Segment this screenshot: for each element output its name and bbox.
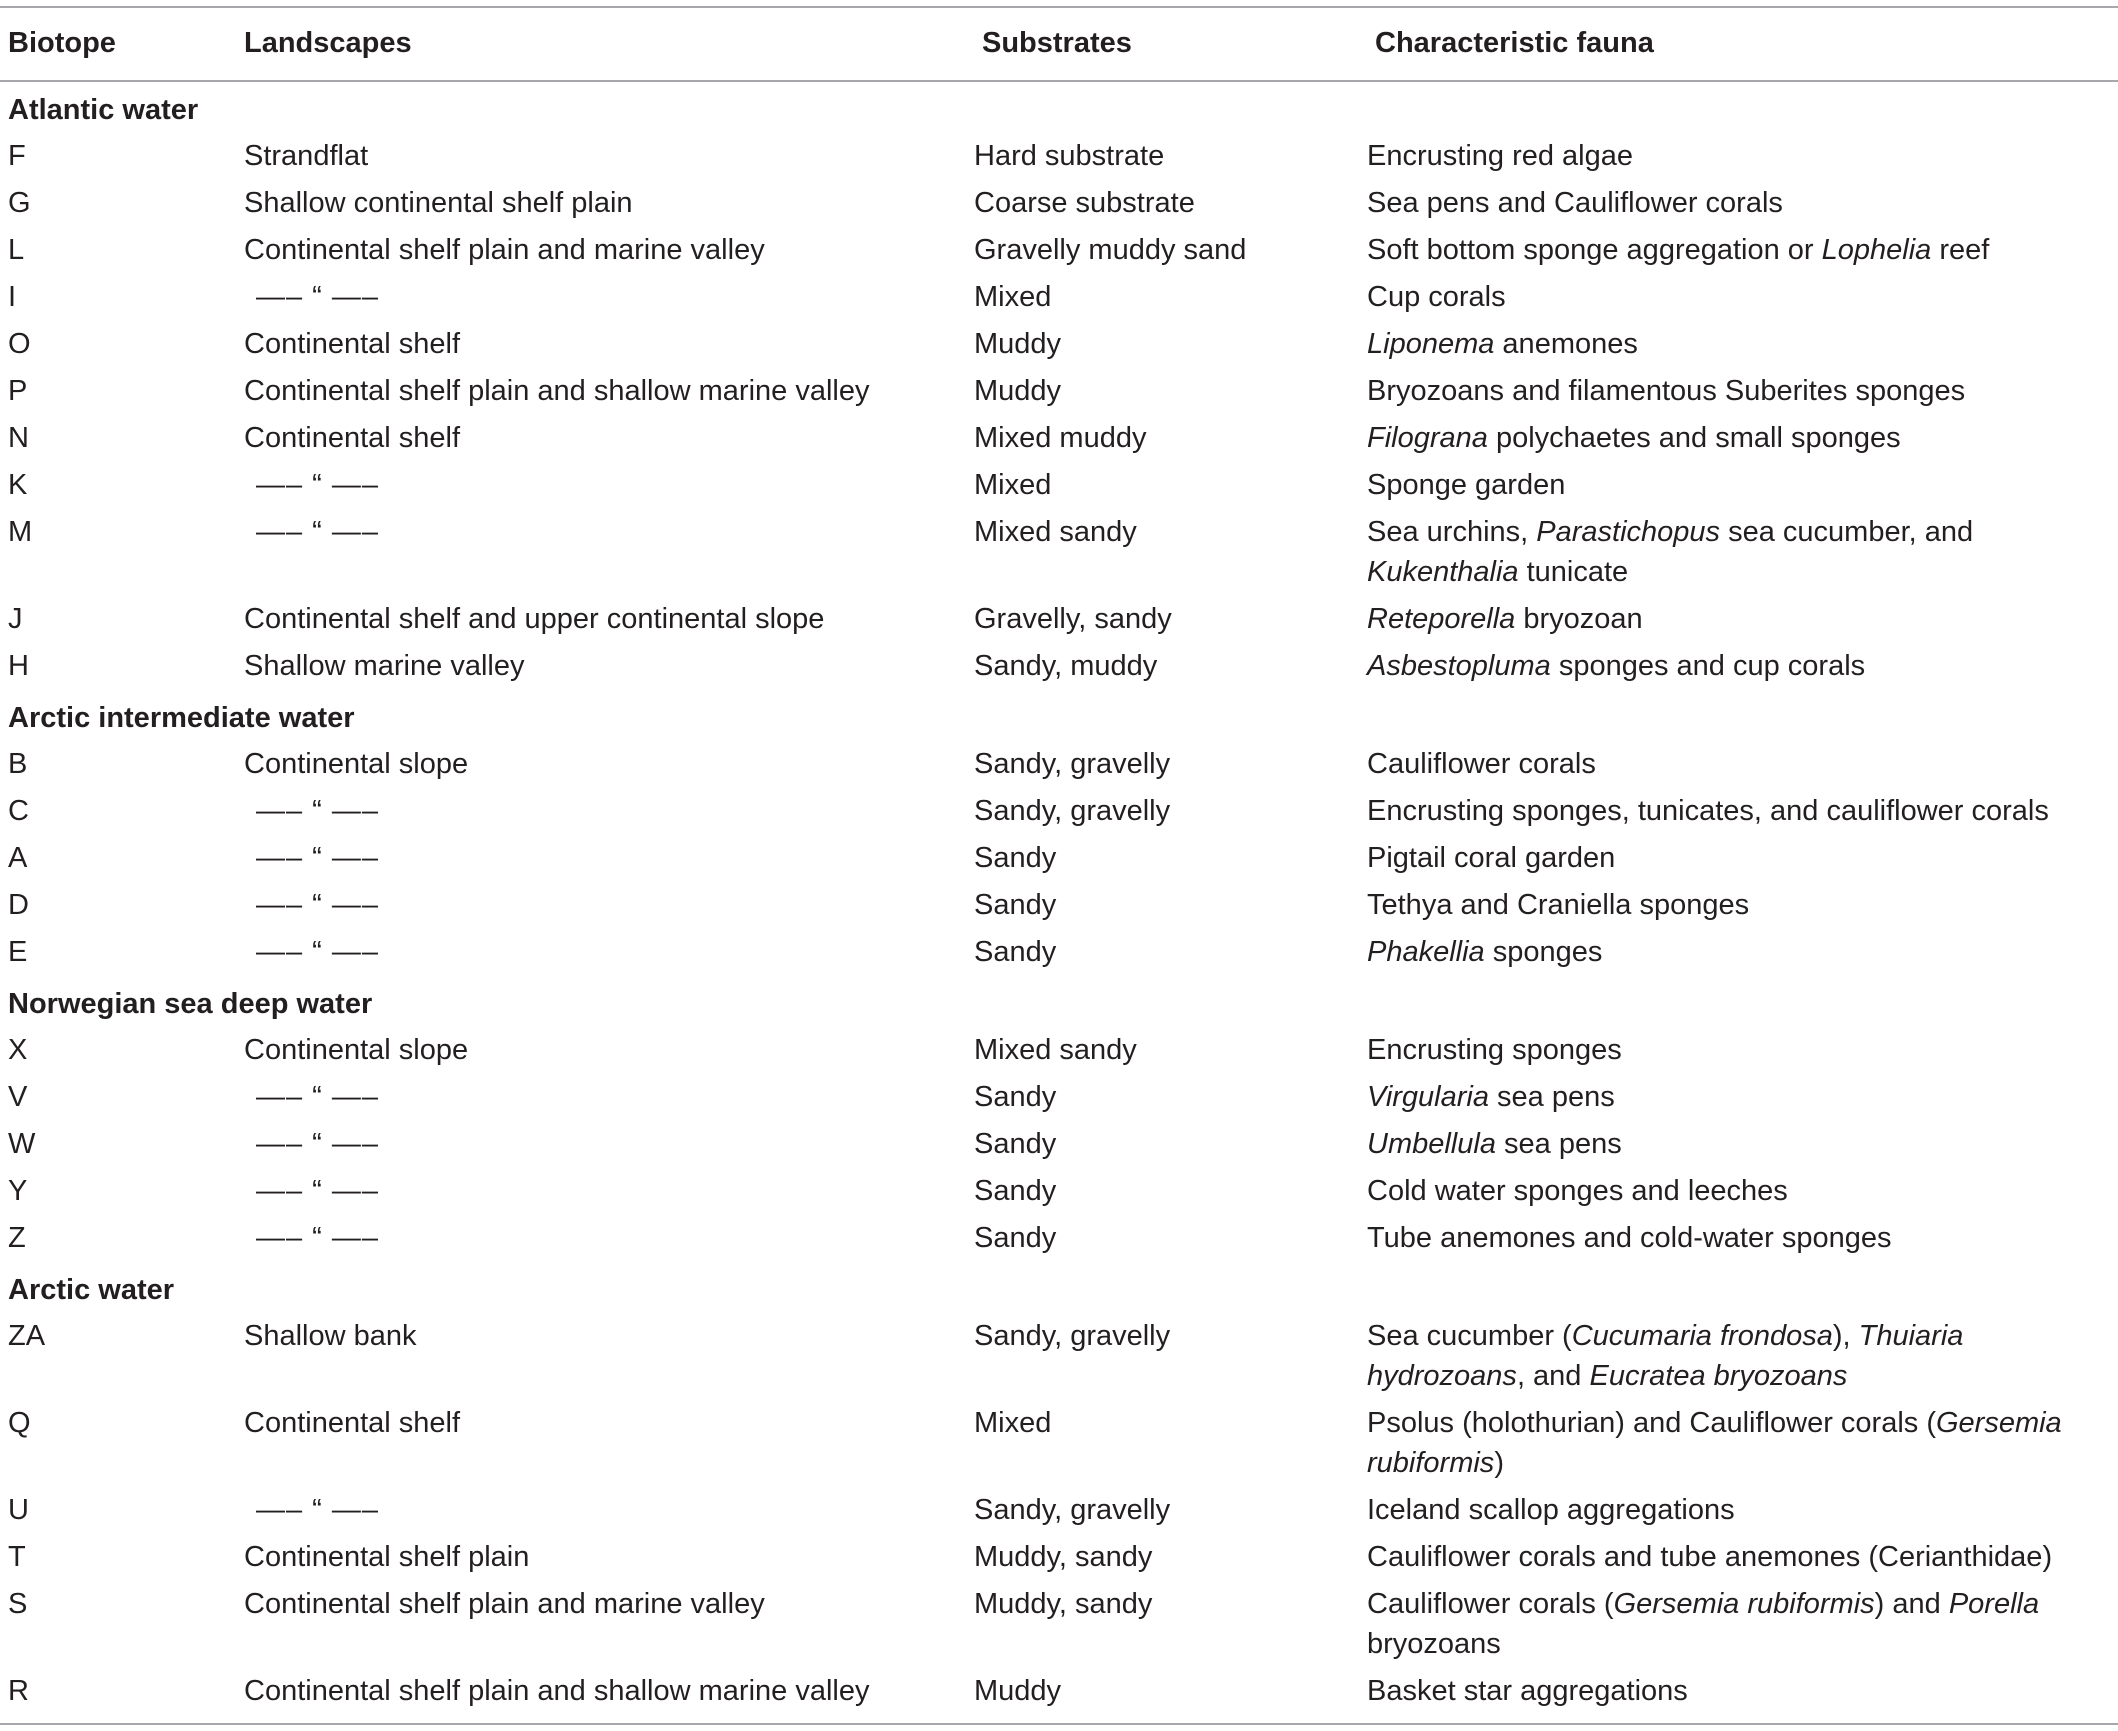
- table-row: [0, 835, 2118, 882]
- landscape-text: Continental shelf plain and shallow marine valley: [244, 375, 870, 407]
- table-row: [0, 596, 2118, 643]
- fauna-text: Soft bottom sponge aggregation or: [1367, 234, 1822, 266]
- cell-characteristic-fauna: [1367, 180, 2118, 227]
- cell-biotope: E: [8, 936, 28, 968]
- cell-substrate: Gravelly, sandy: [974, 603, 1172, 635]
- landscape-text: Continental shelf: [244, 328, 461, 360]
- group-header-row: [0, 81, 2118, 133]
- cell-characteristic-fauna: [1367, 929, 2118, 976]
- fauna-text: bryozoans: [1367, 1628, 1501, 1660]
- fauna-text: reef: [1931, 234, 1990, 266]
- ditto-mark: —– “ —–: [256, 281, 380, 313]
- biotope-table: [0, 6, 2118, 1725]
- cell-biotope: T: [8, 1541, 26, 1573]
- cell-characteristic-fauna: [1367, 1668, 2118, 1724]
- taxon-name-italic: Virgularia: [1367, 1081, 1489, 1113]
- taxon-name-italic: Eucratea bryozoans: [1589, 1360, 1848, 1392]
- cell-landscape: [244, 1215, 974, 1262]
- group-title: Norwegian sea deep water: [8, 988, 373, 1020]
- cell-biotope: D: [8, 889, 29, 921]
- cell-biotope: ZA: [8, 1320, 46, 1352]
- taxon-name-italic: Gersemia rubiformis: [1613, 1588, 1875, 1620]
- cell-landscape: [244, 509, 974, 596]
- table-row: [0, 1027, 2118, 1074]
- cell-landscape: [244, 1121, 974, 1168]
- landscape-text: Shallow bank: [244, 1320, 417, 1352]
- table-row: [0, 180, 2118, 227]
- table-row: [0, 1534, 2118, 1581]
- cell-characteristic-fauna: [1367, 462, 2118, 509]
- fauna-text: Cauliflower corals (: [1367, 1588, 1614, 1620]
- fauna-text: Tethya and Craniella sponges: [1367, 889, 1750, 921]
- fauna-text: sea pens: [1488, 1081, 1615, 1113]
- group-title: Arctic water: [8, 1274, 175, 1306]
- group-header-row: [0, 690, 2118, 741]
- table-row: [0, 1215, 2118, 1262]
- cell-biotope: N: [8, 422, 29, 454]
- cell-biotope: L: [8, 234, 25, 266]
- table-row: [0, 1581, 2118, 1668]
- cell-landscape: [244, 180, 974, 227]
- cell-biotope: I: [8, 281, 17, 313]
- cell-characteristic-fauna: [1367, 1400, 2118, 1487]
- table-row: [0, 929, 2118, 976]
- fauna-text: sea pens: [1495, 1128, 1622, 1160]
- cell-biotope: M: [8, 516, 33, 548]
- landscape-text: Continental shelf plain and marine valley: [244, 1588, 765, 1620]
- taxon-name-italic: Kukenthalia: [1367, 556, 1519, 588]
- cell-characteristic-fauna: [1367, 274, 2118, 321]
- group-header-row: [0, 976, 2118, 1027]
- table-row: [0, 1074, 2118, 1121]
- fauna-text: sponges: [1484, 936, 1603, 968]
- cell-substrate: Muddy, sandy: [974, 1588, 1153, 1620]
- table-row: [0, 133, 2118, 180]
- group-title: Atlantic water: [8, 94, 199, 126]
- cell-substrate: Mixed: [974, 281, 1052, 313]
- cell-characteristic-fauna: [1367, 1074, 2118, 1121]
- cell-biotope: Z: [8, 1222, 26, 1254]
- cell-substrate: Sandy, gravelly: [974, 1320, 1171, 1352]
- cell-substrate: Sandy, gravelly: [974, 748, 1171, 780]
- fauna-text: polychaetes and small sponges: [1487, 422, 1901, 454]
- landscape-text: Continental shelf: [244, 1407, 461, 1439]
- ditto-mark: —– “ —–: [256, 1494, 380, 1526]
- fauna-text: Cauliflower corals and tube anemones (Cerianthidae): [1367, 1541, 2053, 1573]
- cell-biotope: A: [8, 842, 28, 874]
- cell-characteristic-fauna: [1367, 321, 2118, 368]
- cell-landscape: [244, 596, 974, 643]
- fauna-text: Sea cucumber (: [1367, 1320, 1572, 1352]
- cell-characteristic-fauna: [1367, 227, 2118, 274]
- table-row: [0, 1168, 2118, 1215]
- fauna-text: Encrusting sponges, tunicates, and cauliflower corals: [1367, 795, 2049, 827]
- fauna-text: bryozoan: [1515, 603, 1643, 635]
- header-row: [0, 7, 2118, 81]
- ditto-mark: —– “ —–: [256, 795, 380, 827]
- landscape-text: Continental shelf plain and shallow marine valley: [244, 1675, 870, 1707]
- cell-substrate: Sandy: [974, 1175, 1057, 1207]
- cell-characteristic-fauna: [1367, 1215, 2118, 1262]
- cell-biotope: F: [8, 140, 26, 172]
- taxon-name-italic: Asbestopluma: [1367, 650, 1551, 682]
- fauna-text: Bryozoans and filamentous Suberites sponges: [1367, 375, 1966, 407]
- cell-biotope: S: [8, 1588, 28, 1620]
- table-row: [0, 321, 2118, 368]
- cell-substrate: Hard substrate: [974, 140, 1165, 172]
- cell-biotope: W: [8, 1128, 36, 1160]
- fauna-text: Sea pens and Cauliflower corals: [1367, 187, 1783, 219]
- cell-characteristic-fauna: [1367, 1027, 2118, 1074]
- taxon-name-italic: Cucumaria frondosa: [1571, 1320, 1833, 1352]
- fauna-text: ) and: [1874, 1588, 1949, 1620]
- cell-biotope: C: [8, 795, 29, 827]
- fauna-text: ): [1494, 1447, 1504, 1479]
- ditto-mark: —– “ —–: [256, 469, 380, 501]
- cell-landscape: [244, 835, 974, 882]
- cell-landscape: [244, 227, 974, 274]
- cell-substrate: Muddy: [974, 328, 1062, 360]
- table-row: [0, 227, 2118, 274]
- cell-biotope: B: [8, 748, 28, 780]
- ditto-mark: —– “ —–: [256, 889, 380, 921]
- cell-characteristic-fauna: [1367, 882, 2118, 929]
- table-row: [0, 882, 2118, 929]
- fauna-text: Tube anemones and cold-water sponges: [1367, 1222, 1892, 1254]
- fauna-text: tunicate: [1518, 556, 1629, 588]
- landscape-text: Continental slope: [244, 1034, 469, 1066]
- taxon-name-italic: Liponema: [1367, 328, 1495, 360]
- fauna-text: Pigtail coral garden: [1367, 842, 1616, 874]
- fauna-text: Basket star aggregations: [1367, 1675, 1688, 1707]
- cell-biotope: R: [8, 1675, 29, 1707]
- cell-landscape: [244, 788, 974, 835]
- table-row: [0, 368, 2118, 415]
- cell-substrate: Sandy: [974, 1222, 1057, 1254]
- cell-characteristic-fauna: [1367, 1487, 2118, 1534]
- cell-landscape: [244, 643, 974, 690]
- group-header-row: [0, 1262, 2118, 1313]
- cell-characteristic-fauna: [1367, 741, 2118, 788]
- table-row: [0, 1121, 2118, 1168]
- cell-landscape: [244, 133, 974, 180]
- taxon-name-italic: Filograna: [1367, 422, 1488, 454]
- taxon-name-italic: Lophelia: [1821, 234, 1932, 266]
- table-row: [0, 1668, 2118, 1724]
- table-row: [0, 1400, 2118, 1487]
- cell-substrate: Coarse substrate: [974, 187, 1195, 219]
- table-row: [0, 462, 2118, 509]
- cell-biotope: P: [8, 375, 28, 407]
- taxon-name-italic: Gersemia rubiformis: [1367, 1407, 2062, 1479]
- cell-landscape: [244, 1027, 974, 1074]
- ditto-mark: —– “ —–: [256, 1128, 380, 1160]
- ditto-mark: —– “ —–: [256, 936, 380, 968]
- cell-substrate: Sandy: [974, 889, 1057, 921]
- ditto-mark: —– “ —–: [256, 842, 380, 874]
- cell-landscape: [244, 741, 974, 788]
- cell-substrate: Mixed: [974, 469, 1052, 501]
- taxon-name-italic: Parastichopus: [1536, 516, 1721, 548]
- landscape-text: Continental shelf: [244, 422, 461, 454]
- table-row: [0, 741, 2118, 788]
- cell-characteristic-fauna: [1367, 415, 2118, 462]
- cell-substrate: Sandy, gravelly: [974, 795, 1171, 827]
- cell-landscape: [244, 1487, 974, 1534]
- header-substrates: Substrates: [982, 27, 1132, 59]
- cell-biotope: O: [8, 328, 31, 360]
- cell-substrate: Gravelly muddy sand: [974, 234, 1247, 266]
- cell-substrate: Mixed sandy: [974, 516, 1137, 548]
- table-row: [0, 415, 2118, 462]
- cell-substrate: Mixed: [974, 1407, 1052, 1439]
- ditto-mark: —– “ —–: [256, 516, 380, 548]
- fauna-text: Encrusting red algae: [1367, 140, 1633, 172]
- fauna-text: ),: [1832, 1320, 1859, 1352]
- cell-characteristic-fauna: [1367, 1121, 2118, 1168]
- cell-characteristic-fauna: [1367, 1534, 2118, 1581]
- cell-substrate: Muddy: [974, 1675, 1062, 1707]
- cell-biotope: Q: [8, 1407, 31, 1439]
- cell-characteristic-fauna: [1367, 835, 2118, 882]
- cell-landscape: [244, 321, 974, 368]
- cell-biotope: V: [8, 1081, 28, 1113]
- table-row: [0, 788, 2118, 835]
- fauna-text: Sea urchins,: [1367, 516, 1537, 548]
- taxon-name-italic: Umbellula: [1367, 1128, 1496, 1160]
- cell-biotope: K: [8, 469, 28, 501]
- cell-biotope: J: [8, 603, 23, 635]
- ditto-mark: —– “ —–: [256, 1081, 380, 1113]
- cell-biotope: X: [8, 1034, 28, 1066]
- cell-landscape: [244, 1168, 974, 1215]
- cell-landscape: [244, 415, 974, 462]
- cell-landscape: [244, 368, 974, 415]
- landscape-text: Strandflat: [244, 140, 369, 172]
- fauna-text: Iceland scallop aggregations: [1367, 1494, 1735, 1526]
- cell-landscape: [244, 1400, 974, 1487]
- fauna-text: Cup corals: [1367, 281, 1506, 313]
- cell-substrate: Sandy: [974, 1081, 1057, 1113]
- cell-characteristic-fauna: [1367, 509, 2118, 596]
- table-row: [0, 274, 2118, 321]
- cell-substrate: Sandy: [974, 842, 1057, 874]
- cell-characteristic-fauna: [1367, 1168, 2118, 1215]
- cell-characteristic-fauna: [1367, 368, 2118, 415]
- fauna-text: Sponge garden: [1367, 469, 1566, 501]
- cell-landscape: [244, 1668, 974, 1724]
- taxon-name-italic: Reteporella: [1367, 603, 1516, 635]
- header-biotope: Biotope: [8, 27, 116, 59]
- fauna-text: Encrusting sponges: [1367, 1034, 1622, 1066]
- table-row: [0, 509, 2118, 596]
- landscape-text: Continental shelf plain and marine valley: [244, 234, 765, 266]
- cell-substrate: Sandy: [974, 1128, 1057, 1160]
- fauna-text: sponges and cup corals: [1550, 650, 1866, 682]
- landscape-text: Continental shelf and upper continental slope: [244, 603, 825, 635]
- cell-biotope: G: [8, 187, 31, 219]
- cell-biotope: H: [8, 650, 29, 682]
- cell-substrate: Sandy, gravelly: [974, 1494, 1171, 1526]
- taxon-name-italic: Thuiaria hydrozoans: [1367, 1320, 1964, 1392]
- cell-substrate: Muddy: [974, 375, 1062, 407]
- ditto-mark: —– “ —–: [256, 1175, 380, 1207]
- landscape-text: Continental slope: [244, 748, 469, 780]
- fauna-text: sea cucumber, and: [1720, 516, 1974, 548]
- table-row: [0, 643, 2118, 690]
- cell-biotope: Y: [8, 1175, 28, 1207]
- cell-characteristic-fauna: [1367, 1581, 2118, 1668]
- table-body: [0, 81, 2118, 1724]
- landscape-text: Continental shelf plain: [244, 1541, 530, 1573]
- cell-characteristic-fauna: [1367, 788, 2118, 835]
- group-title: Arctic intermediate water: [8, 702, 355, 734]
- fauna-text: Cauliflower corals: [1367, 748, 1596, 780]
- ditto-mark: —– “ —–: [256, 1222, 380, 1254]
- cell-landscape: [244, 462, 974, 509]
- fauna-text: Psolus (holothurian) and Cauliflower corals (: [1367, 1407, 1936, 1439]
- cell-landscape: [244, 274, 974, 321]
- cell-landscape: [244, 1074, 974, 1121]
- cell-landscape: [244, 1581, 974, 1668]
- taxon-name-italic: Phakellia: [1367, 936, 1485, 968]
- cell-landscape: [244, 1313, 974, 1400]
- cell-substrate: Mixed sandy: [974, 1034, 1137, 1066]
- landscape-text: Shallow marine valley: [244, 650, 525, 682]
- fauna-text: Cold water sponges and leeches: [1367, 1175, 1788, 1207]
- fauna-text: anemones: [1494, 328, 1638, 360]
- fauna-text: , and: [1516, 1360, 1590, 1392]
- taxon-name-italic: Porella: [1948, 1588, 2040, 1620]
- header-characteristic-fauna: Characteristic fauna: [1375, 27, 1654, 59]
- cell-characteristic-fauna: [1367, 1313, 2118, 1400]
- cell-characteristic-fauna: [1367, 133, 2118, 180]
- cell-biotope: U: [8, 1494, 29, 1526]
- cell-substrate: Sandy, muddy: [974, 650, 1158, 682]
- table-row: [0, 1313, 2118, 1400]
- cell-substrate: Sandy: [974, 936, 1057, 968]
- landscape-text: Shallow continental shelf plain: [244, 187, 633, 219]
- cell-characteristic-fauna: [1367, 643, 2118, 690]
- cell-landscape: [244, 1534, 974, 1581]
- header-landscapes: Landscapes: [244, 27, 412, 59]
- table-header: [0, 7, 2118, 81]
- cell-landscape: [244, 929, 974, 976]
- cell-landscape: [244, 882, 974, 929]
- cell-characteristic-fauna: [1367, 596, 2118, 643]
- table-row: [0, 1487, 2118, 1534]
- cell-substrate: Mixed muddy: [974, 422, 1147, 454]
- cell-substrate: Muddy, sandy: [974, 1541, 1153, 1573]
